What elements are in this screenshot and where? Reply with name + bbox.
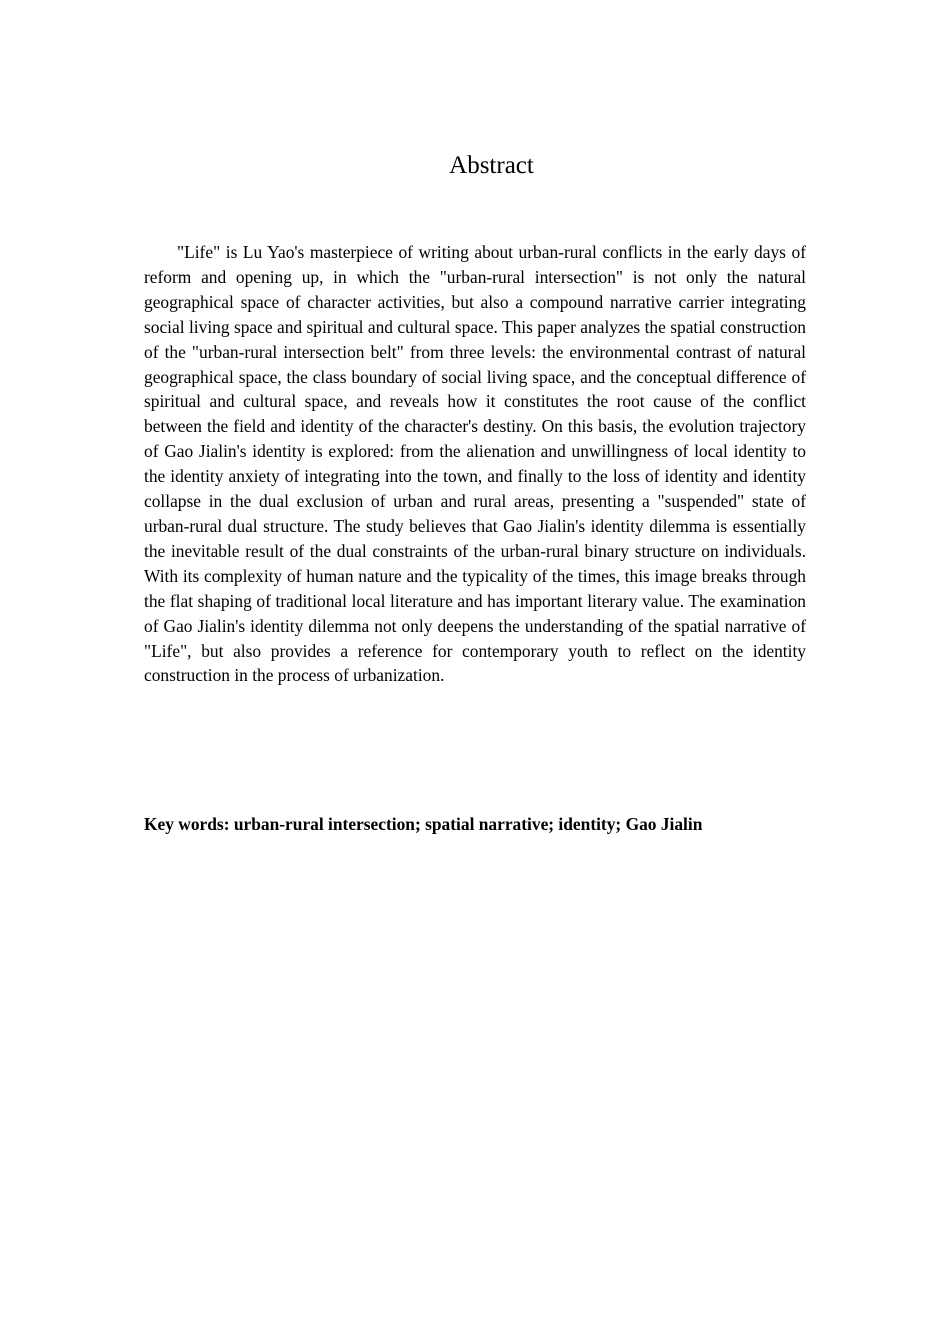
abstract-title: Abstract xyxy=(449,152,534,179)
abstract-body: "Life" is Lu Yao's masterpiece of writing about urban-rural conflicts in the early days of reform and opening up, in which the "urban-rural intersection" is not only the natural geographical space of character activities, but also a compound narrative carrier integrating social living space and spiritual and cultural space. This paper analyzes the spatial construction of the "urban-rural intersection belt" from three levels: the environmental contrast of natural geographical space, the class boundary of social living space, and the conceptual difference of spiritual and cultural space, and reveals how it constitutes the root cause of the conflict between the field and identity of the character's destiny. On this basis, the evolution trajectory of Gao Jialin's identity is explored: from the alienation and unwillingness of local identity to the identity anxiety of integrating into the town, and finally to the loss of identity and identity collapse in the dual exclusion of urban and rural areas, presenting a "suspended" state of urban-rural dual structure. The study believes that Gao Jialin's identity dilemma is essentially the inevitable result of the dual constraints of the urban-rural binary structure on individuals. With its complexity of human nature and the typicality of the times, this image breaks through the flat shaping of traditional local literature and has important literary value. The examination of Gao Jialin's identity dilemma not only deepens the understanding of the spatial narrative of "Life", but also provides a reference for contemporary youth to reflect on the identity construction in the process of urbanization. xyxy=(144,242,806,686)
keywords-line: Key words: urban-rural intersection; spatial narrative; identity; Gao Jialin xyxy=(144,814,703,834)
